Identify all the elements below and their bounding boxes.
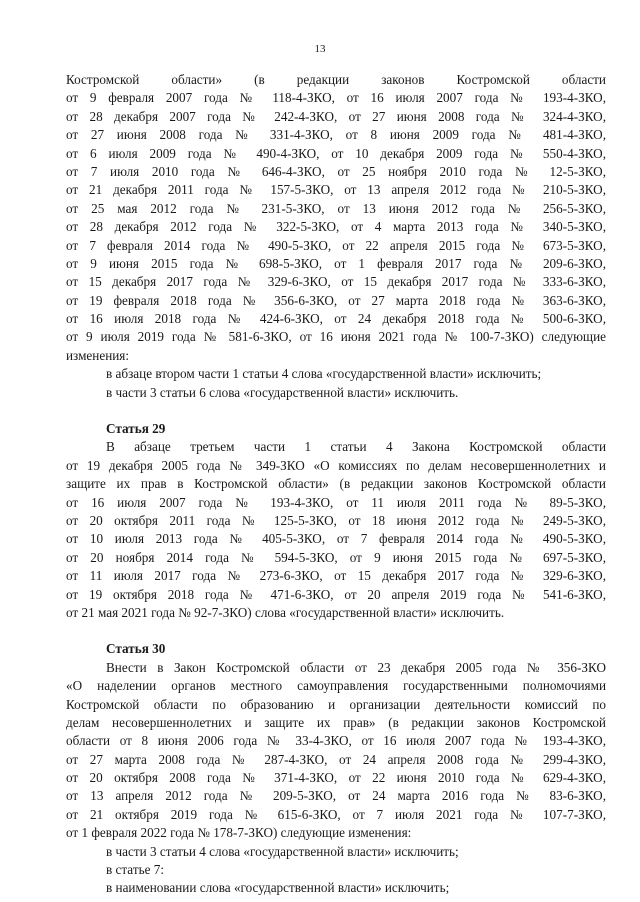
text-line: от 27 июня 2008 года № 331-4-ЗКО, от 8 июня 2009 года № 481-4-ЗКО, bbox=[66, 127, 606, 143]
amendment-item: в абзаце втором части 1 статьи 4 слова «государственной власти» исключить; bbox=[106, 366, 542, 382]
text-line: В абзаце третьем части 1 статьи 4 Закона Костромской области bbox=[106, 439, 606, 455]
text-line: от 1 февраля 2022 года № 178-7-ЗКО) следующие изменения: bbox=[66, 825, 412, 841]
text-line: от 20 ноября 2014 года № 594-5-ЗКО, от 9 июня 2015 года № 697-5-ЗКО, bbox=[66, 549, 606, 565]
text-line: делам несовершеннолетних и защите их прав» (в редакции законов Костромской bbox=[66, 714, 606, 730]
text-line: от 19 февраля 2018 года № 356-6-ЗКО, от 27 марта 2018 года № 363-6-ЗКО, bbox=[66, 292, 606, 308]
text-line: изменения: bbox=[66, 347, 130, 363]
amendment-item: в наименовании слова «государственной власти» исключить; bbox=[106, 880, 450, 896]
text-line: защите их прав в Костромской области» (в редакции законов Костромской области bbox=[66, 476, 606, 492]
text-line: от 11 июля 2017 года № 273-6-ЗКО, от 15 декабря 2017 года № 329-6-ЗКО, bbox=[66, 568, 606, 584]
text-line: от 21 октября 2019 года № 615-6-ЗКО, от 7 июля 2021 года № 107-7-ЗКО, bbox=[66, 806, 606, 822]
text-line: от 13 апреля 2012 года № 209-5-ЗКО, от 24 марта 2016 года № 83-6-ЗКО, bbox=[66, 788, 606, 804]
text-line: области от 8 июня 2006 года № 33-4-ЗКО, от 16 июля 2007 года № 193-4-ЗКО, bbox=[66, 733, 606, 749]
text-line: от 9 июля 2019 года № 581-6-ЗКО, от 16 июня 2021 года № 100-7-ЗКО) следующие bbox=[66, 329, 606, 345]
text-line: от 6 июля 2009 года № 490-4-ЗКО, от 10 декабря 2009 года № 550-4-ЗКО, bbox=[66, 145, 606, 161]
paragraph-amendment-list bbox=[66, 71, 606, 402]
text-line: от 21 декабря 2011 года № 157-5-ЗКО, от 13 апреля 2012 года № 210-5-ЗКО, bbox=[66, 182, 606, 198]
text-line: от 16 июля 2007 года № 193-4-ЗКО, от 11 июля 2011 года № 89-5-ЗКО, bbox=[66, 494, 606, 510]
article-30 bbox=[66, 640, 606, 897]
text-line: от 20 октября 2008 года № 371-4-ЗКО, от 22 июня 2010 года № 629-4-ЗКО, bbox=[66, 770, 606, 786]
article-29 bbox=[66, 420, 606, 622]
text-line: от 19 декабря 2005 года № 349-ЗКО «О комиссиях по делам несовершеннолетних и bbox=[66, 457, 606, 473]
article-heading: Статья 30 bbox=[106, 641, 166, 657]
text-line: от 16 июля 2018 года № 424-6-ЗКО, от 24 декабря 2018 года № 500-6-ЗКО, bbox=[66, 311, 606, 327]
document-body bbox=[66, 71, 606, 898]
text-line: от 7 февраля 2014 года № 490-5-ЗКО, от 22 апреля 2015 года № 673-5-ЗКО, bbox=[66, 237, 606, 253]
amendment-item: в части 3 статьи 6 слова «государственной власти» исключить. bbox=[106, 384, 459, 400]
text-line: от 9 июня 2015 года № 698-5-ЗКО, от 1 февраля 2017 года № 209-6-ЗКО, bbox=[66, 255, 606, 271]
text-line: от 28 декабря 2012 года № 322-5-ЗКО, от 4 марта 2013 года № 340-5-ЗКО, bbox=[66, 219, 606, 235]
text-line: от 21 мая 2021 года № 92-7-ЗКО) слова «государственной власти» исключить. bbox=[66, 604, 505, 620]
text-line: от 25 мая 2012 года № 231-5-ЗКО, от 13 июня 2012 года № 256-5-ЗКО, bbox=[66, 200, 606, 216]
text-line: от 28 декабря 2007 года № 242-4-ЗКО, от 27 июня 2008 года № 324-4-ЗКО, bbox=[66, 108, 606, 124]
text-line: Костромской области» (в редакции законов Костромской области bbox=[66, 72, 606, 87]
article-heading: Статья 29 bbox=[106, 421, 166, 437]
text-line: от 7 июля 2010 года № 646-4-ЗКО, от 25 ноября 2010 года № 12-5-ЗКО, bbox=[66, 163, 606, 179]
text-line: «О наделении органов местного самоуправления государственными полномочиями bbox=[66, 678, 606, 694]
text-line: от 27 марта 2008 года № 287-4-ЗКО, от 24 апреля 2008 года № 299-4-ЗКО, bbox=[66, 751, 606, 767]
text-line: от 19 октября 2018 года № 471-6-ЗКО, от 20 апреля 2019 года № 541-6-ЗКО, bbox=[66, 586, 606, 602]
page-number: 13 bbox=[314, 43, 326, 55]
text-line: Внести в Закон Костромской области от 23 декабря 2005 года № 356-ЗКО bbox=[106, 659, 606, 675]
amendment-item: в части 3 статьи 4 слова «государственной власти» исключить; bbox=[106, 843, 459, 859]
text-line: от 20 октября 2011 года № 125-5-ЗКО, от 18 июня 2012 года № 249-5-ЗКО, bbox=[66, 512, 606, 528]
text-line: от 9 февраля 2007 года № 118-4-ЗКО, от 16 июля 2007 года № 193-4-ЗКО, bbox=[66, 90, 606, 106]
text-line: от 15 декабря 2017 года № 329-6-ЗКО, от 15 декабря 2017 года № 333-6-ЗКО, bbox=[66, 274, 606, 290]
text-line: Костромской области по образованию и организации деятельности комиссий по bbox=[66, 696, 606, 712]
amendment-item: в статье 7: bbox=[106, 862, 164, 878]
text-line: от 10 июля 2013 года № 405-5-ЗКО, от 7 февраля 2014 года № 490-5-ЗКО, bbox=[66, 531, 606, 547]
